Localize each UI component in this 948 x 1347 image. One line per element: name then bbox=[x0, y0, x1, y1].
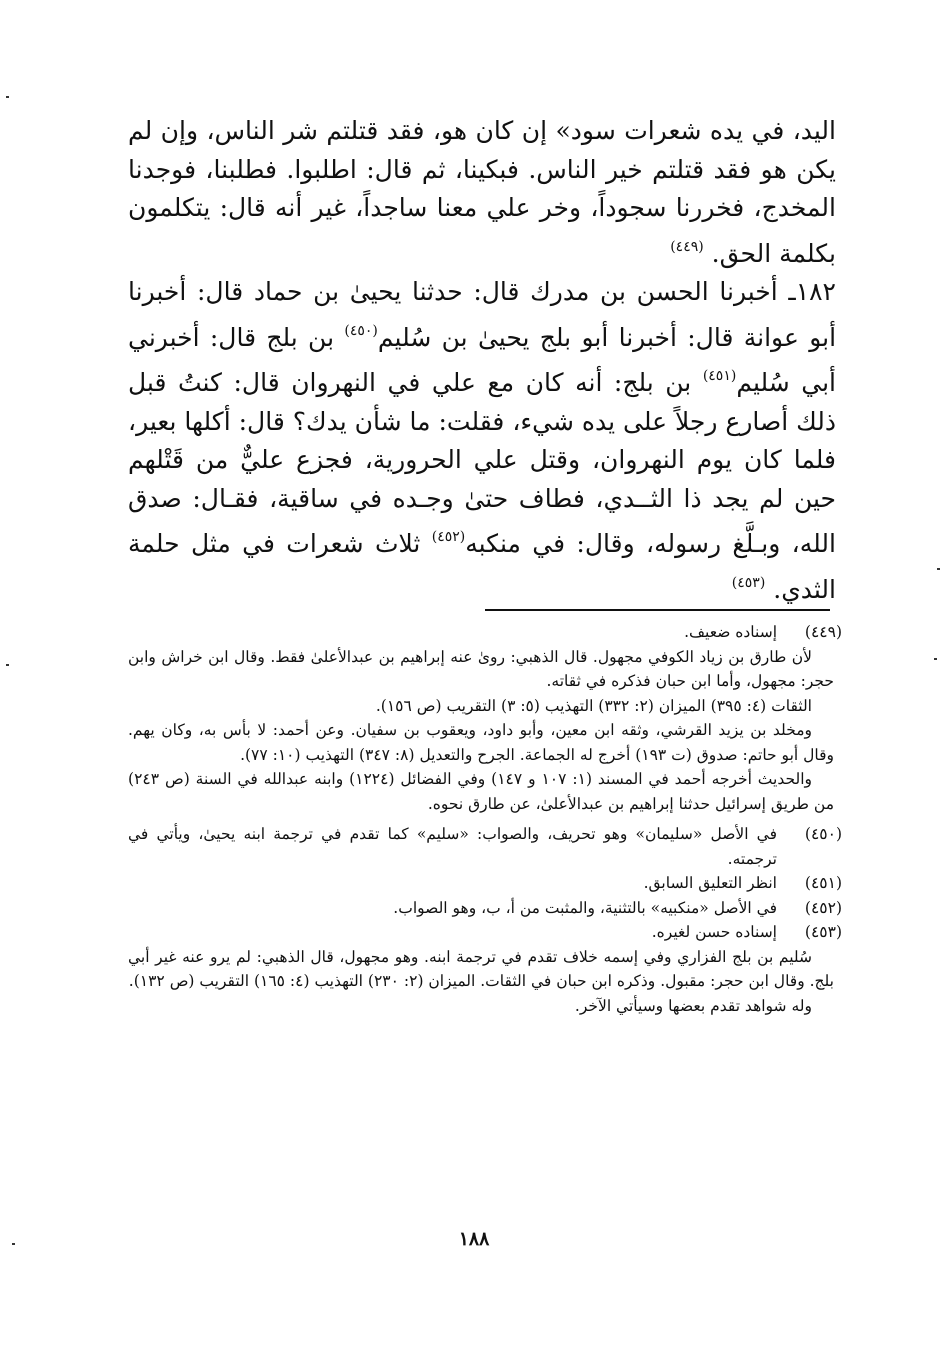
footnote-453-para: سُليم بن بلج الفزاري وفي إسمه خلاف تقدم في ترجمة ابنه. وهو مجهول، قال الذهبي: لم يرو عنه غير أبي بلج. وقال ابن حجر: مقبول. وذكره ابن حبان في الثقات. الميزان (٢: ٢٣٠) التهذيب (٤: ١٦٥) التقريب (ص ١٣٢). bbox=[128, 947, 834, 990]
footnote-449-para: لأن طارق بن زياد الكوفي مجهول. قال الذهبي: رویٰ عنه إبراهيم بن عبدالأعلىٰ فقط. وقال ابن خراش وابن حجر: مجهول، وأما ابن حبان فذكره في ثقاته. bbox=[128, 647, 834, 690]
footnote-number: (٤٥٠) bbox=[804, 825, 842, 843]
footnote-ref-452: (٤٥٢) bbox=[431, 529, 466, 545]
footnote-separator bbox=[485, 609, 830, 611]
paragraph-text: اليد، في يده شعرات سود» إن كان هو، فقد قتلتم شر الناس، وإن لم يكن هو فقد قتلتم خير الناس. فبكينا، ثم قال: اطلبوا. فطلبنا، فوجدنا المخدج، فخررنا سجوداً، وخر علي معنا ساجداً، غير أنه قال: يتكلمون بكلمة الحق. bbox=[128, 116, 836, 268]
footnotes bbox=[128, 620, 842, 1018]
footnote-number: (٤٥٢) bbox=[804, 898, 842, 917]
footnote-450 bbox=[128, 822, 842, 871]
footnote-text: في الأصل «منكبيه» بالتثنية، والمثبت من أ، ب، وهو الصواب. bbox=[393, 898, 777, 917]
footnote-453-para: وله شواهد تقدم بعضها وسيأتي الآخر. bbox=[574, 996, 812, 1015]
footnote-452 bbox=[128, 896, 842, 921]
footnote-449 bbox=[128, 620, 842, 645]
footnote-449-para: والحديث أخرجه أحمد في المسند (١: ١٠٧ و ١٤٧) وفي الفضائل (١٢٢٤) وابنه عبدالله في السنة (ص ٢٤٣) من طريق إسرائيل حدثنا إبراهيم بن عبدالأعلىٰ، عن طارق نحوه. bbox=[128, 770, 834, 813]
footnote-453 bbox=[128, 920, 842, 945]
footnote-ref-451: (٤٥١) bbox=[702, 368, 737, 384]
footnote-text: انظر التعليق السابق. bbox=[643, 874, 777, 892]
footnote-number: (٤٤٩) bbox=[804, 623, 842, 641]
entry-text-part: بن بلج قال: أخبرني أبي سُليم bbox=[128, 322, 836, 397]
footnote-451 bbox=[128, 871, 842, 896]
footnote-ref-449: (٤٤٩) bbox=[670, 238, 704, 255]
scan-speck bbox=[6, 96, 9, 98]
footnote-449-para: الثقات (٤: ٣٩٥) الميزان (٢: ٣٣٢) التهذيب (٥: ٣) التقريب (ص ١٥٦). bbox=[375, 696, 812, 715]
scan-speck bbox=[937, 568, 940, 570]
footnote-449-para: ومخلد بن يزيد القرشي، وثقه ابن معين، وأبو داود، ويعقوب بن سفيان. وعن أحمد: لا بأس به، وكان يهم. وقال أبو حاتم: صدوق (ت ١٩٣) أخرج له الجماعة. الجرح والتعديل (٨: ٣٤٧) التهذيب (١٠: ٧٧). bbox=[128, 721, 834, 764]
page-number: ١٨٨ bbox=[458, 1228, 490, 1250]
footnote-ref-453: (٤٥٣) bbox=[731, 574, 766, 591]
footnote-text: في الأصل «سليمان» وهو تحريف، والصواب: «سليم» كما تقدم في ترجمة ابنه يحيىٰ، ويأتي في ترجمته. bbox=[128, 825, 777, 868]
scan-speck bbox=[12, 1243, 15, 1245]
scan-speck bbox=[6, 664, 9, 666]
scan-speck bbox=[934, 658, 937, 660]
main-paragraph bbox=[128, 112, 836, 273]
footnote-title: إسناده حسن لغيره. bbox=[651, 923, 777, 941]
footnote-number: (٤٥٣) bbox=[804, 923, 842, 941]
footnote-title: إسناده ضعيف. bbox=[684, 623, 777, 641]
hadith-entry-182 bbox=[128, 273, 836, 609]
footnote-number: (٤٥١) bbox=[804, 874, 842, 892]
entry-text-part: ١٨٢ـ أخبرنا الحسن بن مدرك قال: حدثنا يحيىٰ بن حماد قال: أخبرنا أبو عوانة قال: أخبرنا أبو بلج يحيىٰ بن سُليم bbox=[128, 277, 837, 352]
entry-text-part: ثلاث شعرات في مثل حلمة الثدي. bbox=[128, 529, 836, 604]
entry-text-part: بن بلج: أنه كان مع علي في النهروان قال: كنتُ قبل ذلك أصارع رجلاً على يده شيء، فقلت: ما شأن يدك؟ قال: أكلها بعير، فلما كان يوم النهروان، وقتل علي الحرورية، فجزع عليٌّ من قَتْلهم حين لم يجد ذا الثــدي، فطاف حتىٰ وجـده في ساقية، فقـال: صدق الله، وبـلَّغ رسوله، وقال: في منكبه bbox=[128, 368, 836, 558]
main-text bbox=[128, 112, 836, 609]
footnote-ref-450: (٤٥٠) bbox=[344, 322, 378, 339]
